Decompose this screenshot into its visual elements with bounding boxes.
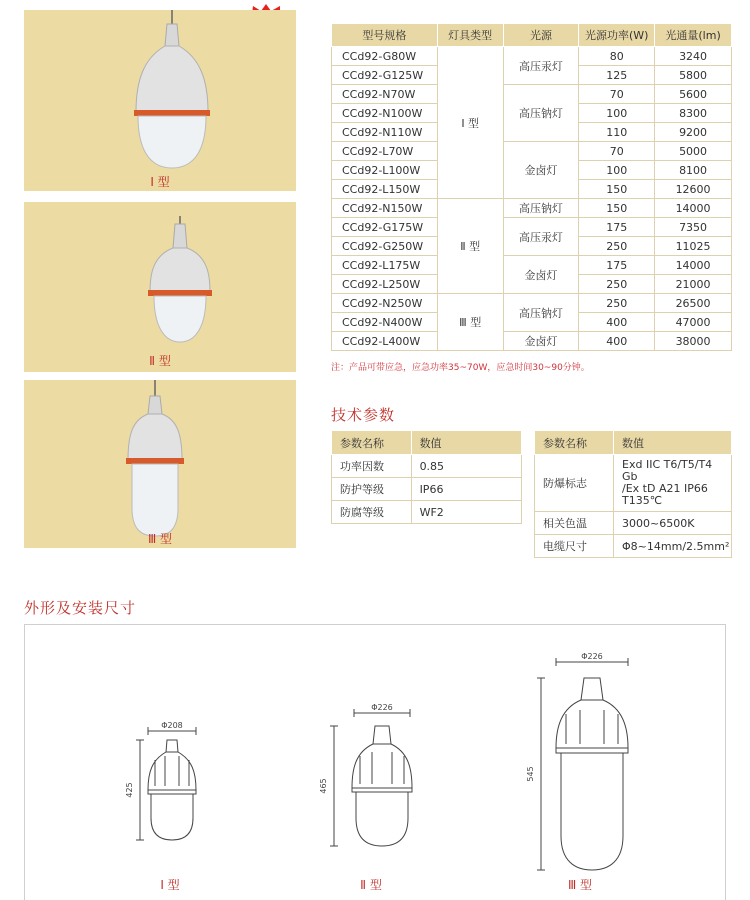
model-cell: CCd92-G250W xyxy=(332,237,438,256)
model-cell: CCd92-L175W xyxy=(332,256,438,275)
model-cell: CCd92-L400W xyxy=(332,332,438,351)
product-label-type2: Ⅱ 型 xyxy=(149,354,171,368)
flux-cell: 47000 xyxy=(655,313,732,332)
header-source: 光源 xyxy=(503,24,579,47)
model-cell: CCd92-L70W xyxy=(332,142,438,161)
dim-label-type1: Ⅰ 型 xyxy=(160,878,180,892)
dim-height-type2: 465 xyxy=(319,778,328,794)
ex-mark-line: T135℃ xyxy=(622,494,663,507)
flux-cell: 14000 xyxy=(655,256,732,275)
model-cell: CCd92-N100W xyxy=(332,104,438,123)
power-cell: 250 xyxy=(579,275,655,294)
drawing-type2 xyxy=(330,709,412,846)
dim-label-type2: Ⅱ 型 xyxy=(360,878,382,892)
type-cell: Ⅰ 型 xyxy=(437,47,503,199)
dim-diameter-type2: Φ226 xyxy=(371,703,393,712)
power-cell: 400 xyxy=(579,313,655,332)
header-param-value: 数值 xyxy=(614,431,732,455)
param-name-cell: 电缆尺寸 xyxy=(535,535,614,558)
flux-cell: 7350 xyxy=(655,218,732,237)
product-label-type1: Ⅰ 型 xyxy=(150,175,170,189)
dim-height-type1: 425 xyxy=(125,782,134,798)
source-cell: 金卤灯 xyxy=(503,142,579,199)
power-cell: 175 xyxy=(579,256,655,275)
source-cell: 高压钠灯 xyxy=(503,294,579,332)
flux-cell: 9200 xyxy=(655,123,732,142)
power-cell: 150 xyxy=(579,199,655,218)
model-cell: CCd92-N250W xyxy=(332,294,438,313)
power-cell: 110 xyxy=(579,123,655,142)
model-cell: CCd92-L150W xyxy=(332,180,438,199)
param-name-cell: 防腐等级 xyxy=(332,501,412,524)
param-name-cell: 防爆标志 xyxy=(535,455,614,512)
power-cell: 175 xyxy=(579,218,655,237)
tech-params-title: 技术参数 xyxy=(331,406,396,424)
param-value-cell: IP66 xyxy=(411,478,521,501)
dim-label-type3: Ⅲ 型 xyxy=(567,878,593,892)
param-name-cell: 防护等级 xyxy=(332,478,412,501)
header-type: 灯具类型 xyxy=(437,24,503,47)
flux-cell: 12600 xyxy=(655,180,732,199)
emergency-note: 注：产品可带应急，应急功率35~70W，应急时间30~90分钟。 xyxy=(331,363,590,373)
source-cell: 高压汞灯 xyxy=(503,47,579,85)
power-cell: 100 xyxy=(579,161,655,180)
ex-mark-line: /Ex tD A21 IP66 xyxy=(622,482,708,495)
param-name-cell: 相关色温 xyxy=(535,512,614,535)
type-cell: Ⅲ 型 xyxy=(437,294,503,351)
power-cell: 80 xyxy=(579,47,655,66)
drawing-type1 xyxy=(136,727,196,840)
model-cell: CCd92-N400W xyxy=(332,313,438,332)
header-model: 型号规格 xyxy=(332,24,438,47)
ex-mark-line: Exd IIC T6/T5/T4 Gb xyxy=(622,458,713,483)
header-power: 光源功率(W) xyxy=(579,24,655,47)
power-cell: 70 xyxy=(579,142,655,161)
model-cell: CCd92-G80W xyxy=(332,47,438,66)
flux-cell: 21000 xyxy=(655,275,732,294)
flux-cell: 3240 xyxy=(655,47,732,66)
param-name-cell: 功率因数 xyxy=(332,455,412,478)
model-cell: CCd92-G125W xyxy=(332,66,438,85)
flux-cell: 5600 xyxy=(655,85,732,104)
model-cell: CCd92-G175W xyxy=(332,218,438,237)
drawing-type3 xyxy=(537,658,628,870)
power-cell: 125 xyxy=(579,66,655,85)
source-cell: 高压钠灯 xyxy=(503,199,579,218)
power-cell: 150 xyxy=(579,180,655,199)
power-cell: 250 xyxy=(579,294,655,313)
param-value-cell: 3000~6500K xyxy=(614,512,732,535)
power-cell: 100 xyxy=(579,104,655,123)
flux-cell: 5800 xyxy=(655,66,732,85)
flux-cell: 26500 xyxy=(655,294,732,313)
header-flux: 光通量(lm) xyxy=(655,24,732,47)
power-cell: 250 xyxy=(579,237,655,256)
model-cell: CCd92-L100W xyxy=(332,161,438,180)
source-cell: 高压钠灯 xyxy=(503,85,579,142)
flux-cell: 14000 xyxy=(655,199,732,218)
dims-title: 外形及安装尺寸 xyxy=(24,599,137,617)
flux-cell: 38000 xyxy=(655,332,732,351)
flux-cell: 8100 xyxy=(655,161,732,180)
param-value-cell: 0.85 xyxy=(411,455,521,478)
dim-diameter-type3: Φ226 xyxy=(581,652,603,661)
product-label-type3: Ⅲ 型 xyxy=(147,532,173,546)
param-value-cell: Φ8~14mm/2.5mm² xyxy=(614,535,732,558)
header-param-value: 数值 xyxy=(411,431,521,455)
dim-diameter-type1: Φ208 xyxy=(161,721,183,730)
source-cell: 金卤灯 xyxy=(503,256,579,294)
type-cell: Ⅱ 型 xyxy=(437,199,503,294)
flux-cell: 5000 xyxy=(655,142,732,161)
power-cell: 70 xyxy=(579,85,655,104)
model-cell: CCd92-L250W xyxy=(332,275,438,294)
flux-cell: 8300 xyxy=(655,104,732,123)
header-param-name: 参数名称 xyxy=(332,431,412,455)
power-cell: 400 xyxy=(579,332,655,351)
flux-cell: 11025 xyxy=(655,237,732,256)
model-cell: CCd92-N70W xyxy=(332,85,438,104)
param-value-cell: WF2 xyxy=(411,501,521,524)
source-cell: 高压汞灯 xyxy=(503,218,579,256)
dim-height-type3: 545 xyxy=(526,766,535,782)
model-cell: CCd92-N150W xyxy=(332,199,438,218)
model-cell: CCd92-N110W xyxy=(332,123,438,142)
header-param-name: 参数名称 xyxy=(535,431,614,455)
source-cell: 金卤灯 xyxy=(503,332,579,351)
